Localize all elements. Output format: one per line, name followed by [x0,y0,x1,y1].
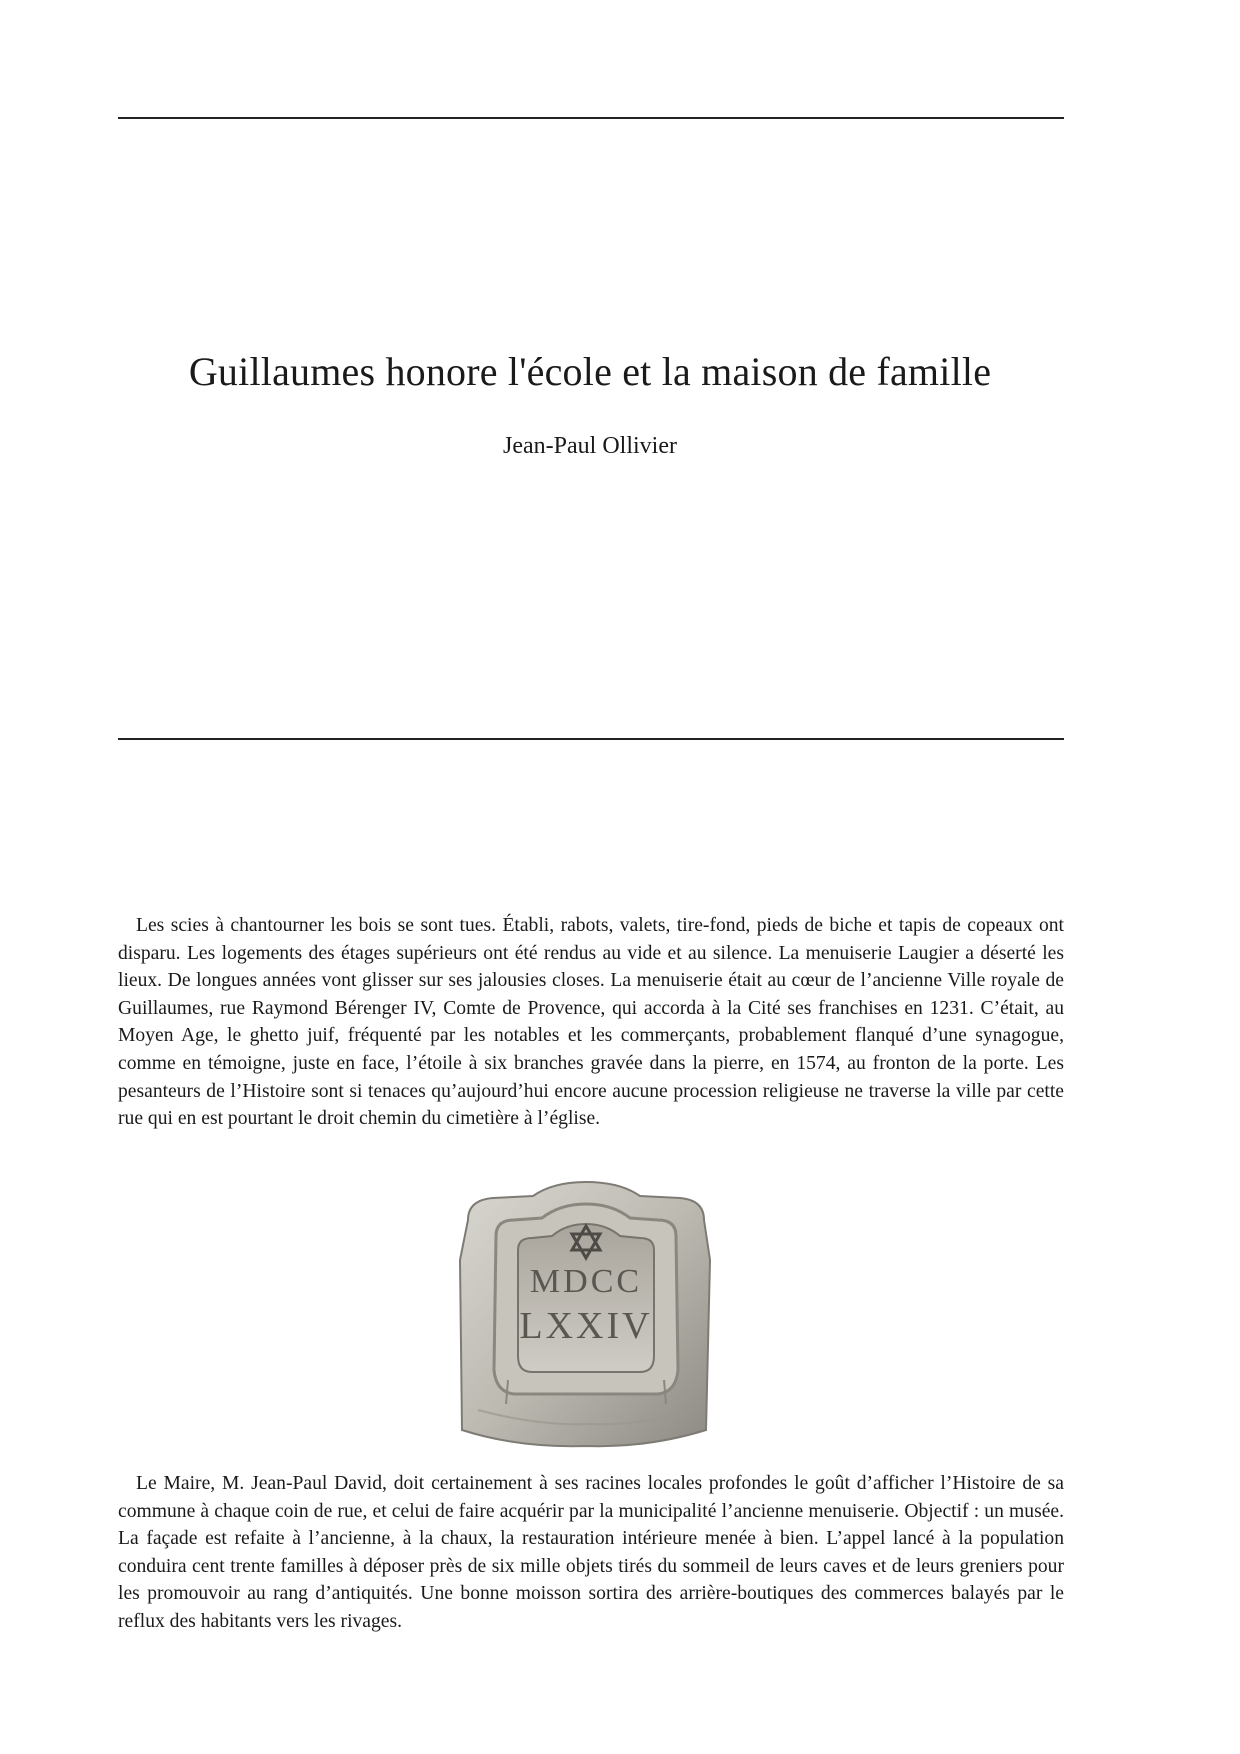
body-paragraph-1: Les scies à chantourner les bois se sont tues. Établi, rabots, valets, tire-fond, pieds de biche et tapis de copeaux ont disparu. Les logements des étages supérieurs ont été rendus au vide et au silence. La menuiserie Laugier a déserté les lieux. De longues années vont glisser sur ses jalousies closes. La menuiserie était au cœur de l’ancienne Ville royale de Guillaumes, rue Raymond Bérenger IV, Comte de Provence, qui accorda à la Cité ses franchises en 1231. C’était, au Moyen Age, le ghetto juif, fréquenté par les notables et les commerçants, probablement flanqué d’une synagogue, comme en témoigne, juste en face, l’étoile à six branches gravée dans la pierre, en 1574, au fronton de la porte. Les pesanteurs de l’Histoire sont si tenaces qu’aujourd’hui encore aucune procession religieuse ne traverse la ville par cette rue qui en est pourtant le droit chemin du cimetière à l’église. [118,915,1064,1130]
body-paragraph-2: Le Maire, M. Jean-Paul David, doit certainement à ses racines locales profondes le goût d’afficher l’Histoire de sa commune à chaque coin de rue, et celui de faire acquérir par la municipalité l’ancienne menuiserie. Objectif : un musée. La façade est refaite à l’ancienne, à la chaux, la restauration intérieure menée à bien. L’appel lancé à la population conduira cent trente familles à déposer près de six mille objets tirés du sommeil de leurs caves et de leurs greniers pour les promouvoir au rang d’antiquités. Une bonne moisson sortira des arrière-boutiques des commerces balayés par le reflux des habitants vers les rivages. [118,1473,1064,1632]
inscription-line-2: LXXIV [519,1305,653,1347]
article-author: Jean-Paul Ollivier [503,433,677,459]
article-title: Guillaumes honore l'école et la maison de famille [188,349,992,394]
bottom-rule [118,738,1064,740]
inscription-line-1: MDCC [529,1263,643,1300]
top-rule [118,117,1064,119]
carved-stone-lintel-image [448,1180,724,1450]
